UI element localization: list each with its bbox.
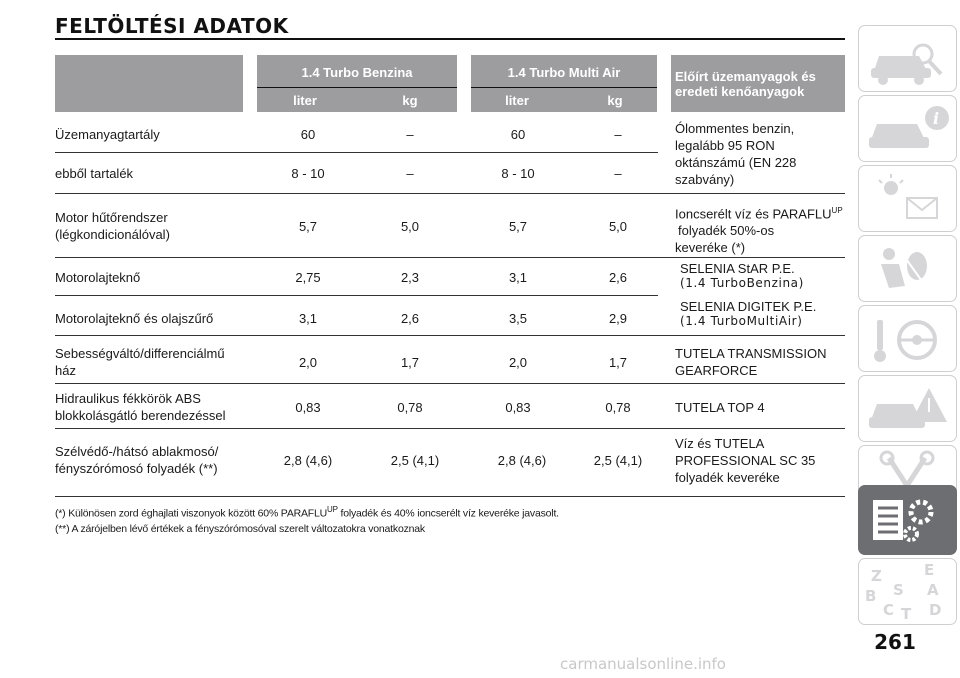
row-value: 8 - 10 <box>291 166 325 181</box>
spec-line: PROFESSIONAL SC 35 <box>675 453 816 468</box>
tab-car-warning[interactable] <box>858 375 957 442</box>
row-value: – <box>614 166 622 181</box>
header-engine2: 1.4 Turbo Multi Air <box>507 65 621 80</box>
specs-gear-icon <box>859 486 956 554</box>
row-label: Sebességváltó/differenciálmű <box>55 346 225 361</box>
row-value: 0,78 <box>397 400 423 415</box>
svg-text:D: D <box>929 601 942 619</box>
tab-alphabet-index[interactable] <box>858 558 957 625</box>
spec-line: GEARFORCE <box>675 363 758 378</box>
row-value: 5,0 <box>608 219 628 234</box>
row-value: 3,5 <box>508 311 528 326</box>
row-value: – <box>406 127 414 142</box>
header-unit-liter: liter <box>293 93 317 108</box>
spec-line: TUTELA TRANSMISSION <box>675 346 827 361</box>
row-divider <box>55 152 658 153</box>
row-value: 3,1 <box>508 270 528 285</box>
alphabet-index-icon <box>859 559 956 624</box>
row-value: 2,5 (4,1) <box>390 453 440 468</box>
header-spec-heading: Előírt üzemanyagok és eredeti kenőanyagok <box>675 69 816 99</box>
header-engine1: 1.4 Turbo Benzina <box>301 65 413 80</box>
row-value: 1,7 <box>608 355 628 370</box>
row-value: 2,8 (4,6) <box>497 453 547 468</box>
spec-line: folyadék keveréke <box>675 470 780 485</box>
table-bottom-rule <box>55 496 845 497</box>
row-value: 2,0 <box>298 355 318 370</box>
title-rule <box>55 38 845 40</box>
footnote-text: (*) Különösen zord éghajlati viszonyok között 60% PARAFLU <box>55 507 328 520</box>
spec-washer <box>675 435 815 486</box>
svg-text:B: B <box>865 587 877 605</box>
spec-line: SELENIA DIGITEK P.E. <box>680 299 817 314</box>
spec-line: (1.4 TurboBenzina) <box>680 276 804 290</box>
footnote-2: (**) A zárójelben lévő értékek a fényszórómosóval szerelt változatokra vonatkoznak <box>55 523 425 535</box>
spec-line: Ioncserélt víz és PARAFLU <box>675 206 832 222</box>
row-label: ház <box>55 363 76 378</box>
tab-car-info[interactable] <box>858 95 957 162</box>
tab-specs[interactable] <box>858 485 957 555</box>
watermark: carmanualsonline.info <box>560 655 726 673</box>
row-label: Motor hűtőrendszer <box>55 210 168 225</box>
spec-line: Ólommentes benzin, <box>675 121 795 136</box>
tab-dashboard-lights[interactable] <box>858 165 957 232</box>
row-value: 0,83 <box>505 400 531 415</box>
dashboard-lights-icon <box>859 166 956 231</box>
spec-oil1 <box>680 260 804 292</box>
spec-transmission <box>675 345 826 379</box>
row-divider <box>55 295 658 296</box>
row-label: Üzemanyagtartály <box>55 127 160 142</box>
svg-text:E: E <box>924 561 935 579</box>
svg-text:i: i <box>933 109 940 128</box>
row-label: ebből tartalék <box>55 166 134 181</box>
row-value: 2,3 <box>400 270 420 285</box>
row-value: 8 - 10 <box>501 166 535 181</box>
tab-key-steering[interactable] <box>858 305 957 372</box>
spec-line: legalább 95 RON <box>675 138 775 153</box>
row-value: – <box>614 127 622 142</box>
row-divider <box>55 257 845 258</box>
row-label: Hidraulikus fékkörök ABS <box>55 391 201 406</box>
svg-text:Z: Z <box>871 567 882 585</box>
row-value: 2,0 <box>508 355 528 370</box>
svg-text:T: T <box>901 605 912 623</box>
car-info-icon <box>859 96 956 161</box>
svg-text:S: S <box>893 581 904 599</box>
row-value: 3,1 <box>298 311 318 326</box>
row-value: 2,5 (4,1) <box>593 453 643 468</box>
row-value: 60 <box>510 127 526 142</box>
header-unit-kg: kg <box>402 93 418 108</box>
svg-text:A: A <box>927 581 939 599</box>
spec-line: folyadék 50%-os <box>678 223 775 239</box>
row-divider <box>55 335 845 336</box>
spec-line: SELENIA StAR P.E. <box>680 261 795 276</box>
header-unit-kg: kg <box>607 93 623 108</box>
header-unit-liter: liter <box>505 93 529 108</box>
row-divider <box>55 193 845 194</box>
tab-car-search[interactable] <box>858 25 957 92</box>
header-divider <box>471 87 657 88</box>
row-value: 0,83 <box>295 400 321 415</box>
row-label: fényszórómosó folyadék (**) <box>55 461 218 476</box>
row-divider <box>55 383 845 384</box>
row-label: blokkolásgátló berendezéssel <box>55 408 226 423</box>
footnote-1 <box>55 505 559 520</box>
spec-line: oktánszámú (EN 228 <box>675 155 797 170</box>
row-value: 5,7 <box>508 219 528 234</box>
car-search-icon <box>859 26 956 91</box>
row-value: 60 <box>300 127 316 142</box>
header-divider <box>257 87 457 88</box>
footnote-text: folyadék és 40% ioncserélt víz keveréke javasolt. <box>337 507 559 520</box>
key-steering-wheel-icon <box>859 306 956 371</box>
row-value: 2,75 <box>295 270 321 285</box>
row-value: 5,7 <box>298 219 318 234</box>
row-divider <box>55 428 845 429</box>
row-label: Motorolajteknő és olajszűrő <box>55 311 214 326</box>
page-number: 261 <box>874 630 916 654</box>
row-value: 2,6 <box>608 270 628 285</box>
spec-line: keveréke (*) <box>675 240 746 256</box>
spec-oil2 <box>680 298 816 330</box>
airbag-seat-icon <box>859 236 956 301</box>
spec-fuel <box>675 120 796 188</box>
spec-line: szabvány) <box>675 172 735 187</box>
page-title: FELTÖLTÉSI ADATOK <box>55 14 289 38</box>
superscript: UP <box>327 505 338 514</box>
row-value: 1,7 <box>400 355 420 370</box>
tab-airbag[interactable] <box>858 235 957 302</box>
spec-line: Víz és TUTELA <box>675 436 765 451</box>
svg-text:C: C <box>883 601 895 619</box>
superscript: UP <box>831 206 843 215</box>
row-value: 2,6 <box>400 311 420 326</box>
row-label: Szélvédő-/hátsó ablakmosó/ <box>55 444 219 459</box>
spec-coolant <box>675 202 843 256</box>
car-warning-icon <box>859 376 956 441</box>
header-separator <box>243 55 257 112</box>
row-label: Motorolajteknő <box>55 270 141 285</box>
row-value: 2,8 (4,6) <box>283 453 333 468</box>
row-value: 0,78 <box>605 400 631 415</box>
spec-line: (1.4 TurboMultiAir) <box>680 314 803 328</box>
row-label: (légkondicionálóval) <box>55 227 170 242</box>
spec-brake: TUTELA TOP 4 <box>675 400 765 415</box>
header-separator <box>457 55 471 112</box>
row-value: – <box>406 166 414 181</box>
row-value: 5,0 <box>400 219 420 234</box>
row-value: 2,9 <box>608 311 628 326</box>
